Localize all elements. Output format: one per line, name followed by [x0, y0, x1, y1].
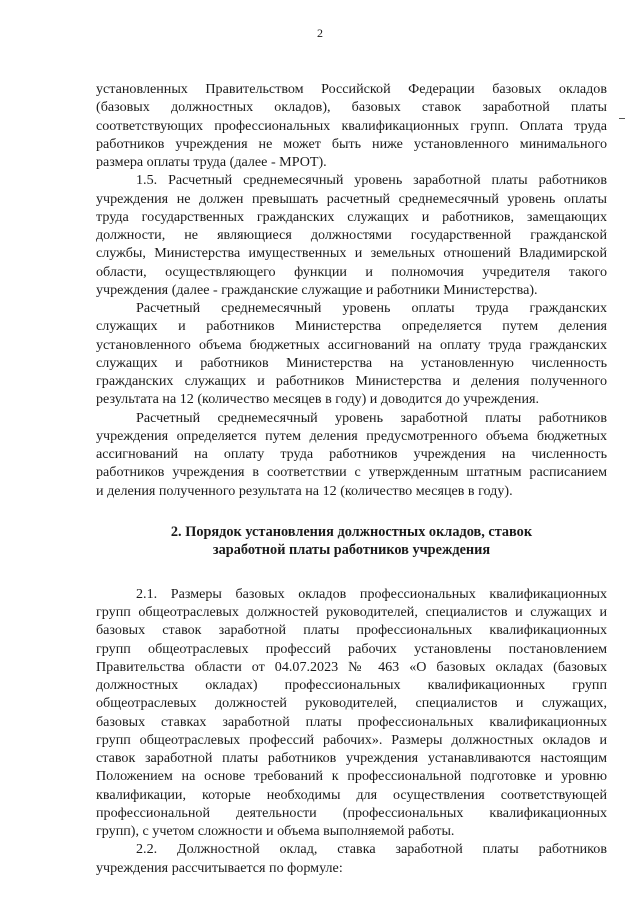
paragraph-line: общеотраслевых должностей руководителей, специалистов и служащих, [96, 695, 607, 712]
paragraph-line: 1.5. Расчетный среднемесячный уровень заработной платы работников [136, 172, 607, 189]
paragraph-line: работников учреждения не может быть ниже установленного минимального [96, 135, 607, 152]
paragraph-line: Расчетный среднемесячный уровень оплаты труда гражданских [136, 300, 607, 316]
paragraph-line: групп общеотраслевых должностей руководителей, специалистов и служащих и [96, 604, 607, 620]
paragraph-line: гражданских служащих и работников Министерства и деления полученного [96, 373, 607, 389]
paragraph-line: служащих и работников Министерства на установленную численность [96, 354, 607, 371]
paragraph-line: должностных окладах) профессиональных квалификационных групп [96, 677, 607, 693]
paragraph [96, 299, 607, 409]
paragraph-line: установленных Правительством Российской Федерации базовых окладов [96, 81, 607, 97]
paragraph-line: Правительства области от 04.07.2023 № 463 «О базовых окладах (базовых [96, 658, 607, 675]
paragraph-line: 2.1. Размеры базовых окладов профессиональных квалификационных [136, 585, 607, 602]
paragraph-line: ассигнований на оплату труда работников учреждения на численность [96, 446, 607, 462]
paragraph-line: и деления полученного результата на 12 (количество месяцев в году). [96, 482, 513, 499]
paragraph-line: 2.2. Должностной оклад, ставка заработной платы работников [136, 841, 607, 858]
paragraph-line: службы, Министерства имущественных и земельных отношений Владимирской [96, 245, 607, 262]
paragraph-line: базовых ставках заработной платы профессиональных квалификационных [96, 713, 607, 730]
paragraph-line: групп общеотраслевых профессий рабочих установлены постановлением [96, 640, 607, 657]
paragraph [96, 585, 607, 841]
paragraph-line: Расчетный среднемесячный уровень заработной платы работников [136, 409, 607, 426]
paragraph-line: учреждения определяется путем деления предусмотренного объема бюджетных [96, 427, 607, 444]
paragraph-line: результата на 12 (количество месяцев в году) и доводится до учреждения. [96, 391, 540, 408]
paragraph [96, 80, 607, 171]
paragraph [96, 409, 607, 500]
paragraph-line: соответствующих профессиональных квалификационных групп. Оплата труда [96, 117, 607, 134]
paragraph-line: Положением на основе требований к профессиональной подготовке и уровню [96, 768, 607, 785]
paragraphs-top [96, 80, 607, 500]
paragraph-line: групп), с учетом сложности и объема выполняемой работы. [96, 823, 455, 839]
paragraphs-bottom [96, 585, 607, 877]
paragraph-line: базовых ставок заработной платы профессиональных квалификационных [96, 622, 607, 639]
margin-mark [619, 118, 625, 119]
paragraph-line: области, осуществляющего функции и полномочия учредителя такого [96, 263, 607, 280]
paragraph-line: квалификации, которые необходимы для осуществления соответствующей [96, 786, 607, 803]
paragraph-line: профессиональной деятельности (профессиональных квалификационных [96, 804, 607, 821]
paragraph-line: групп общеотраслевых профессий рабочих». Размеры должностных окладов и [96, 731, 607, 748]
paragraph [96, 840, 607, 877]
paragraph-line: должности, не являющиеся должностями государственной гражданской [96, 227, 607, 243]
section-heading [96, 523, 607, 560]
section-heading-line-2: заработной платы работников учреждения [212, 542, 491, 559]
document-body [96, 80, 607, 877]
paragraph-line: труда государственных гражданских служащих и работников, замещающих [96, 208, 607, 225]
page-number: 2 [317, 26, 323, 40]
paragraph-line: учреждения не должен превышать расчетный среднемесячный уровень оплаты [96, 190, 607, 207]
paragraph-line: размера оплаты труда (далее - МРОТ). [96, 154, 327, 170]
paragraph-line: учреждения (далее - гражданские служащие и работники Министерства). [96, 281, 538, 298]
section-heading-line-1: 2. Порядок установления должностных окладов, ставок [170, 523, 533, 540]
paragraph-line: служащих и работников Министерства определяется путем деления [96, 318, 607, 335]
paragraph-line: работников учреждения в соответствии с утвержденным штатным расписанием [96, 464, 607, 481]
paragraph-line: ставок заработной платы работников учреждения устанавливаются настоящим [96, 750, 607, 766]
paragraph-line: учреждения рассчитывается по формуле: [96, 859, 343, 876]
paragraph-line: (базовых должностных окладов), базовых ставок заработной платы [96, 99, 607, 116]
paragraph [96, 171, 607, 299]
paragraph-line: установленного объема бюджетных ассигнований на оплату труда гражданских [96, 336, 607, 353]
